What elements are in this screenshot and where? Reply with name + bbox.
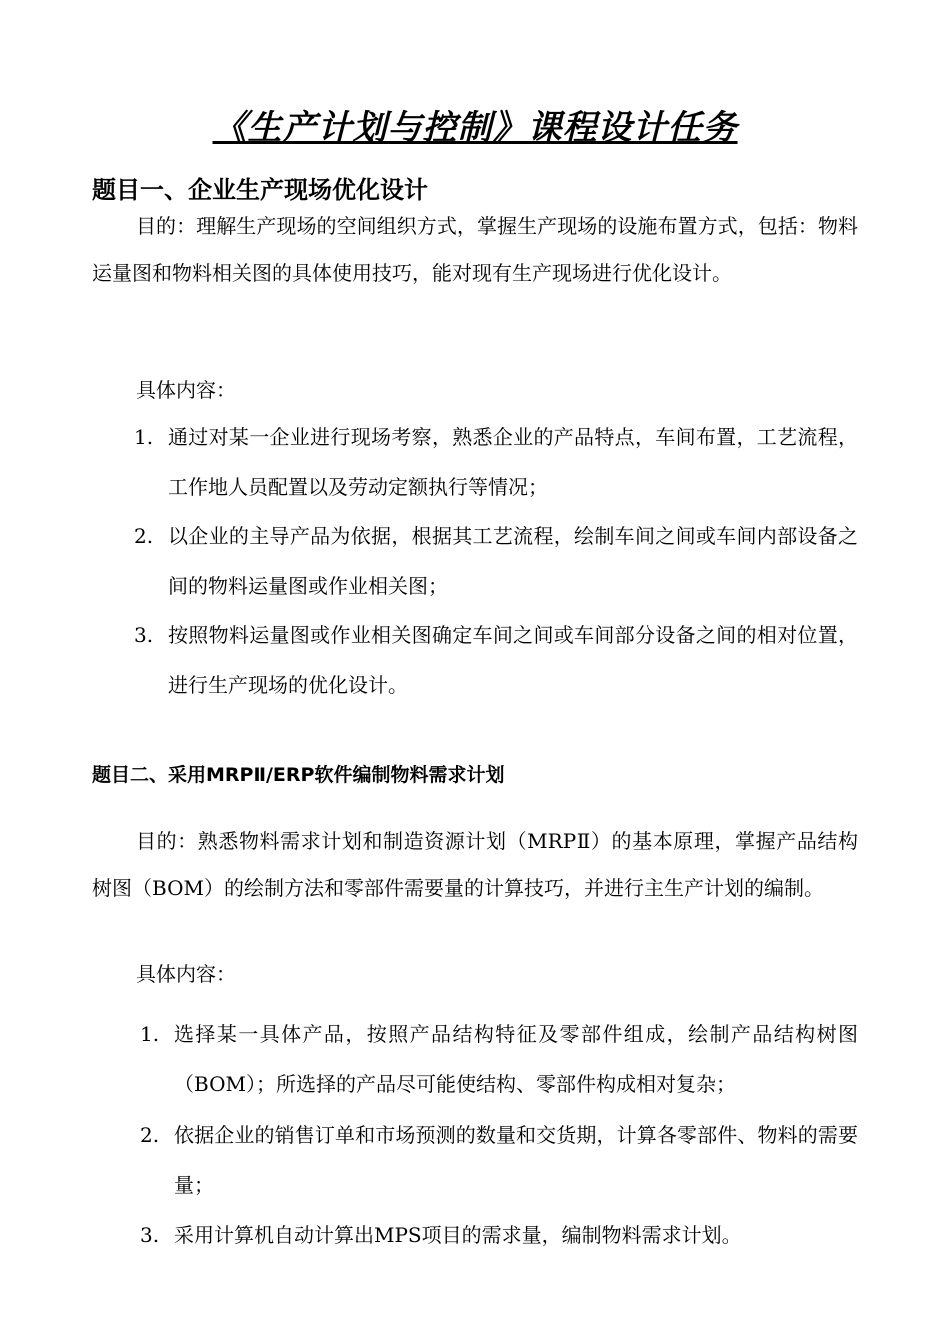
topic2-list-item — [140, 1009, 858, 1109]
topic1-content-label: 具体内容： — [136, 378, 236, 402]
list-item-text: 按照物料运量图或作业相关图确定车间之间或车间部分设备之间的相对位置，进行生产现场的优化设计。 — [168, 623, 858, 697]
list-item-text: 通过对某一企业进行现场考察，熟悉企业的产品特点，车间布置，工艺流程，工作地人员配置以及劳动定额执行等情况； — [168, 425, 858, 499]
topic2-list-item — [140, 1210, 858, 1260]
list-item-text: 选择某一具体产品，按照产品结构特征及零部件组成，绘制产品结构树图（BOM）；所选择的产品尽可能使结构、零部件构成相对复杂； — [174, 1022, 858, 1096]
topic1-list-item — [134, 610, 858, 710]
topic2-purpose: 目的：熟悉物料需求计划和制造资源计划（MRPⅡ）的基本原理，掌握产品结构树图（BOM）的绘制方法和零部件需要量的计算技巧，并进行主生产计划的编制。 — [92, 829, 858, 900]
list-item-number: 1. — [134, 425, 154, 449]
topic2-list-item — [140, 1110, 858, 1210]
list-item-text: 依据企业的销售订单和市场预测的数量和交货期，计算各零部件、物料的需要量； — [174, 1123, 858, 1197]
list-item-number: 2. — [134, 524, 154, 548]
topic1-purpose: 目的：理解生产现场的空间组织方式，掌握生产现场的设施布置方式，包括：物料运量图和物料相关图的具体使用技巧，能对现有生产现场进行优化设计。 — [92, 214, 858, 285]
list-item-number: 1. — [140, 1022, 160, 1046]
topic2-content-label: 具体内容： — [136, 962, 236, 986]
list-item-text: 以企业的主导产品为依据，根据其工艺流程，绘制车间之间或车间内部设备之间的物料运量图或作业相关图； — [168, 524, 858, 598]
topic1-heading: 题目一、企业生产现场优化设计 — [92, 176, 428, 204]
topic1-list-item — [134, 511, 858, 611]
list-item-number: 3. — [140, 1223, 160, 1247]
topic1-list-item — [134, 412, 858, 512]
document-title: 《生产计划与控制》课程设计任务 — [212, 108, 738, 148]
list-item-text: 采用计算机自动计算出MPS项目的需求量，编制物料需求计划。 — [174, 1223, 742, 1247]
list-item-number: 2. — [140, 1123, 160, 1147]
topic2-heading: 题目二、采用MRPⅡ/ERP软件编制物料需求计划 — [92, 764, 505, 786]
list-item-number: 3. — [134, 623, 154, 647]
